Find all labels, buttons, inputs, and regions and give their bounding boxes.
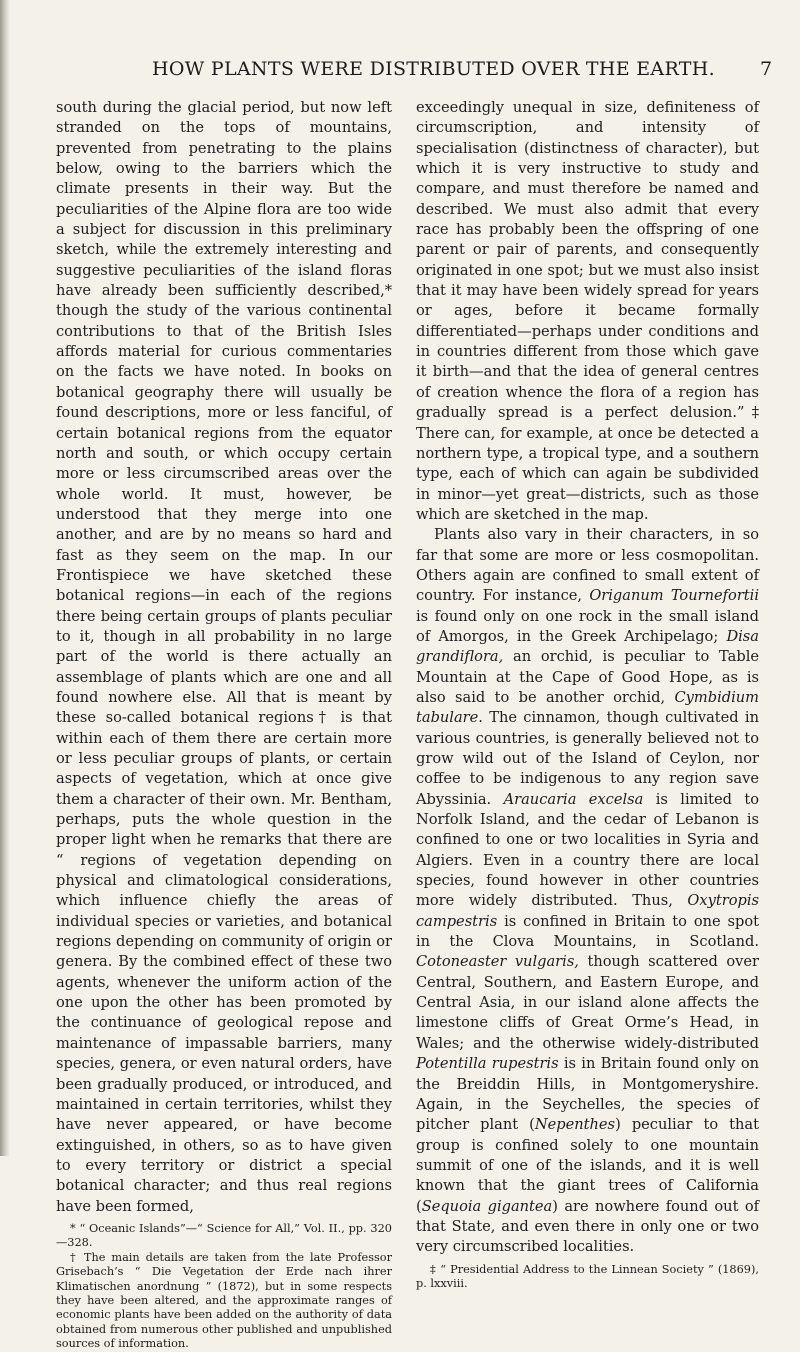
species-name: Cotoneaster vulgaris, bbox=[416, 953, 579, 971]
text-run: ) are nowhere found out of that State, and even there in only one or two very circumscribed localities. bbox=[416, 1197, 760, 1256]
text-run: is confined in Britain to one spot in the Clova Mountains, in Scotland. bbox=[416, 912, 760, 951]
left-column bbox=[56, 98, 392, 1352]
footnote: † The main details are taken from the late Professor Grisebach’s “ Die Vegetation der Erde nach ihrer Klimatischen anordnung ” (1872), but in some respects they have been altered, and the approximate ranges of economic plants have been added on the authority of data obtained from numerous other published and unpublished sources of information. bbox=[56, 1250, 392, 1351]
page-title: HOW PLANTS WERE DISTRIBUTED OVER THE EARTH. bbox=[152, 58, 715, 80]
page-binding-edge bbox=[0, 0, 10, 1156]
text-run: Plants also vary in their characters, in so far that some are more or less cosmopolitan. Others again are confined to small extent of country. For instance, bbox=[416, 526, 759, 605]
footnote: * “ Oceanic Islands”—“ Science for All,” Vol. II., pp. 320—328. bbox=[56, 1221, 392, 1250]
body-paragraph: exceedingly unequal in size, definiteness of circumscription, and intensity of specialisation (distinctness of character), but which it is very instructive to study and compare, and must therefore be named and described. We must also admit that every race has probably been the offspring of one parent or pair of parents, and consequently originated in one spot; but we must also insist that it may have been widely spread for years or ages, before it became formally differentiated—perhaps under conditions and in countries different from those which gave it birth—and that the idea of general centres of creation whence the flora of a region has gradually spread is a perfect delusion.”‡ There can, for example, at once be detected a northern type, a tropical type, and a southern type, each of which can again be subdivided in minor—yet great—districts, such as those which are sketched in the map. bbox=[416, 99, 759, 523]
species-name: Sequoia gigantea bbox=[421, 1197, 553, 1215]
running-header bbox=[0, 58, 800, 84]
species-name: Cymbidium tabulare. bbox=[416, 688, 760, 727]
footnote: ‡ “ Presidential Address to the Linnean Society ” (1869), p. lxxviii. bbox=[416, 1262, 759, 1290]
body-paragraph: south during the glacial period, but now left stranded on the tops of mountains, prevented from penetrating to the plains below, owing to the barriers which the climate presents in their way. But the peculiarities of the Alpine flora are too wide a subject for discussion in this preliminary sketch, while the extremely interesting and suggestive peculiarities of the island floras have already been sufficiently described,* though the study of the various continental contributions to that of the British Isles affords material for curious commentaries on the facts we have noted. In books on botanical geography there will usually be found descriptions, more or less fanciful, of certain botanical regions from the equator north and south, or which occupy certain more or less circumscribed areas over the whole world. It must, however, be understood that they merge into one another, and are by no means so hard and fast as they seem on the map. In our Frontispiece we have sketched these botanical regions—in each of the regions there being certain groups of plants peculiar to it, though in all probability in no large part of the world is there actually an assemblage of plants which are one and all found nowhere else. All that is meant by these so-called botanical regions† is that within each of them there are certain more or less peculiar groups of plants, or certain aspects of vegetation, which at once give them a character of their own. Mr. Bentham, perhaps, puts the whole question in the proper light when he remarks that there are “ regions of vegetation depending on physical and climatological considerations, which influence chiefly the areas of individual species or varieties, and botanical regions depending on community of origin or genera. By the combined effect of these two agents, whenever the uniform action of the one upon the other has been promoted by the continuance of geological repose and maintenance of impassable barriers, many species, genera, or even natural orders, have been gradually produced, or introduced, and maintained in certain territories, whilst they have never appeared, or have become extinguished, in others, so as to have given to every territory or district a special botanical character; and thus real regions have been formed, bbox=[56, 99, 392, 1215]
page-number: 7 bbox=[760, 58, 773, 80]
text-run: though scattered over Central, Southern, and Eastern Europe, and Central Asia, in our island alone affects the limestone cliffs of Great Orme’s Head, in Wales; and the otherwise widely-distributed bbox=[416, 953, 760, 1052]
body-paragraph bbox=[416, 525, 759, 1257]
text-run: is found only on one rock in the small island of Amorgos, in the Greek Archipelago; bbox=[416, 607, 759, 645]
footnotes bbox=[56, 1222, 392, 1352]
species-name: Potentilla rupestris bbox=[416, 1055, 559, 1073]
species-name: Oxytropis campestris bbox=[416, 892, 759, 930]
text-run: an orchid, is peculiar to Table Mountain at the Cape of Good Hope, as is also said to be another orchid, bbox=[416, 648, 759, 706]
text-run: is in Britain found only on the Breiddin Hills, in Montgomeryshire. Again, in the Seychelles, the species of pitcher plant ( bbox=[416, 1055, 760, 1134]
text-run: is limited to Norfolk Island, and the cedar of Lebanon is confined to one or two localities in Syria and Algiers. Even in a country there are local species, found however in other countries more widely distributed. Thus, bbox=[416, 790, 759, 910]
footnotes bbox=[416, 1263, 759, 1292]
right-column bbox=[416, 98, 759, 1291]
text-run: The cinnamon, though cultivated in various countries, is generally believed not to grow wild out of the Island of Ceylon, nor coffee to be indigenous to any region save Abyssinia. bbox=[416, 709, 759, 808]
species-name: Araucaria excelsa bbox=[503, 790, 644, 808]
species-name: Disa grandiflora, bbox=[416, 627, 759, 666]
species-name: Origanum Tournefortii bbox=[589, 587, 759, 605]
text-run: ) peculiar to that group is confined solely to one mountain summit of one of the islands, and it is well known that the giant trees of California ( bbox=[416, 1116, 759, 1215]
species-name: Nepenthes bbox=[534, 1116, 616, 1134]
